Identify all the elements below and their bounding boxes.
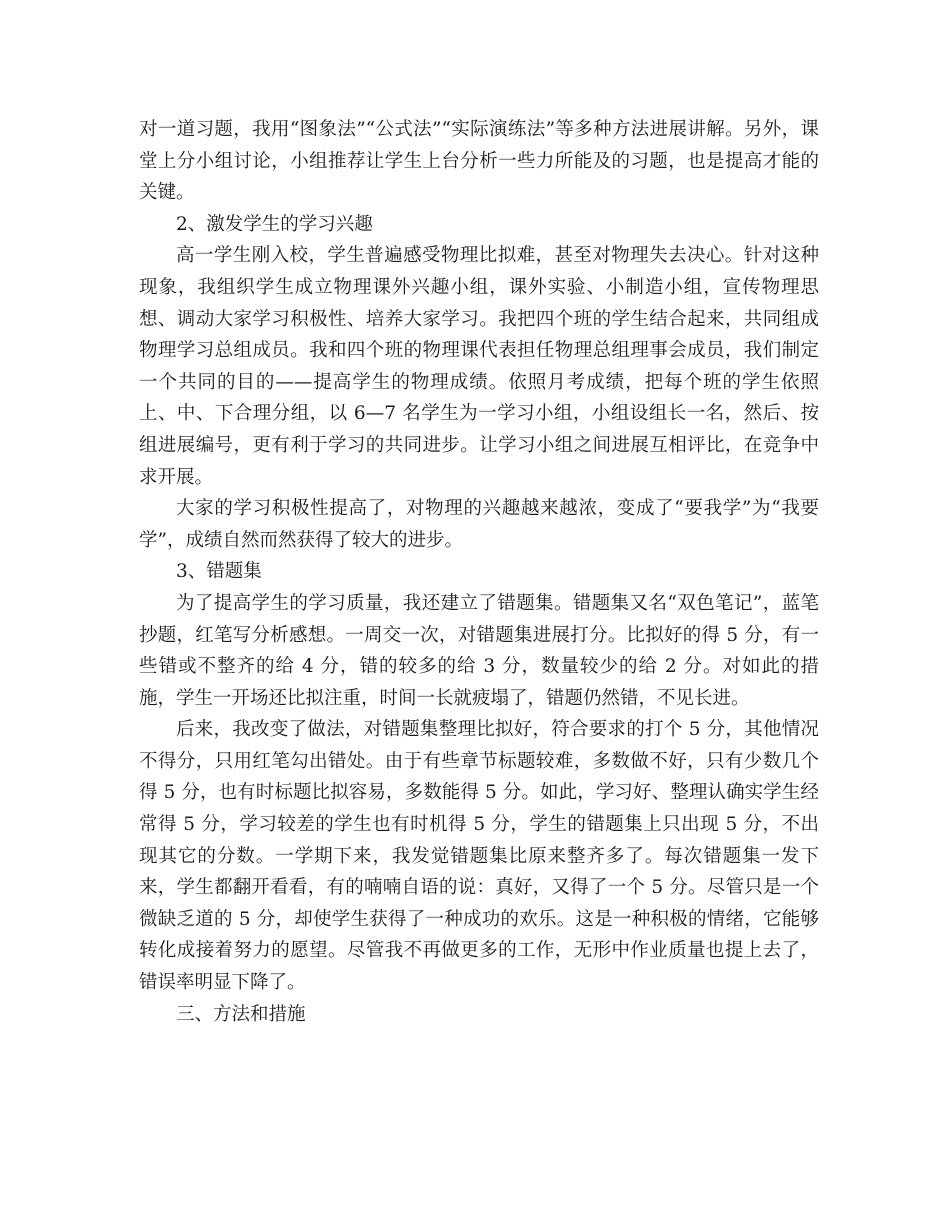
section-heading-methods: 三、方法和措施 bbox=[176, 1003, 306, 1025]
section-heading-interest: 2、激发学生的学习兴趣 bbox=[176, 213, 373, 235]
paragraph-error-collection-change: 后来，我改变了做法，对错题集整理比拟好，符合要求的打个 5 分，其他情况不得分，只用红笔勾出错处。由于有些章节标题较难，多数做不好，只有少数几个得 5 分，也有时标题比拟容易，多数能得 5 分。如此，学习好、整理认确实学生经常得 5 分，学习较差的学生也有时机得 5 分，学生的错题集上只出现 5 分，不出现其它的分数。一学期下来，我发觉错题集比原来整齐多了。每次错题集一发下来，学生都翻开看看，有的喃喃自语的说：真好，又得了一个 5 分。尽管只是一个微缺乏道的 5 分，却使学生获得了一种成功的欢乐。这是一种积极的情绪，它能够转化成接着努力的愿望。尽管我不再做更多的工作，无形中作业质量也提上去了，错误率明显下降了。 bbox=[139, 719, 819, 994]
paragraph-continuation: 对一道习题，我用“图象法”“公式法”“实际演练法”等多种方法进展讲解。另外，课堂上分小组讨论，小组推荐让学生上台分析一些力所能及的习题，也是提高才能的关键。 bbox=[139, 119, 819, 204]
section-heading-error-collection: 3、错题集 bbox=[176, 561, 262, 583]
paragraph-error-collection: 为了提高学生的学习质量，我还建立了错题集。错题集又名“双色笔记”，蓝笔抄题，红笔写分析感想。一周交一次，对错题集进展打分。比拟好的得 5 分，有一些错或不整齐的给 4 分，错的较多的给 3 分，数量较少的给 2 分。对如此的措施，学生一开场还比拟注重，时间一长就疲塌了，错题仍然错，不见长进。 bbox=[139, 592, 819, 709]
paragraph-interest-result: 大家的学习积极性提高了，对物理的兴趣越来越浓，变成了“要我学”为“我要学”，成绩自然而然获得了较大的进步。 bbox=[139, 498, 819, 551]
document-body bbox=[139, 114, 819, 1030]
paragraph-interest-groups: 高一学生刚入校，学生普遍感受物理比拟难，甚至对物理失去决心。针对这种现象，我组织学生成立物理课外兴趣小组，课外实验、小制造小组，宣传物理思想、调动大家学习积极性、培养大家学习。我把四个班的学生结合起来，共同组成物理学习总组成员。我和四个班的物理课代表担任物理总组理事会成员，我们制定一个共同的目的——提高学生的物理成绩。依照月考成绩，把每个班的学生依照上、中、下合理分组，以 6—7 名学生为一学习小组，小组设组长一名，然后、按组进展编号，更有利于学习的共同进步。让学习小组之间进展互相评比，在竞争中求开展。 bbox=[139, 245, 819, 488]
